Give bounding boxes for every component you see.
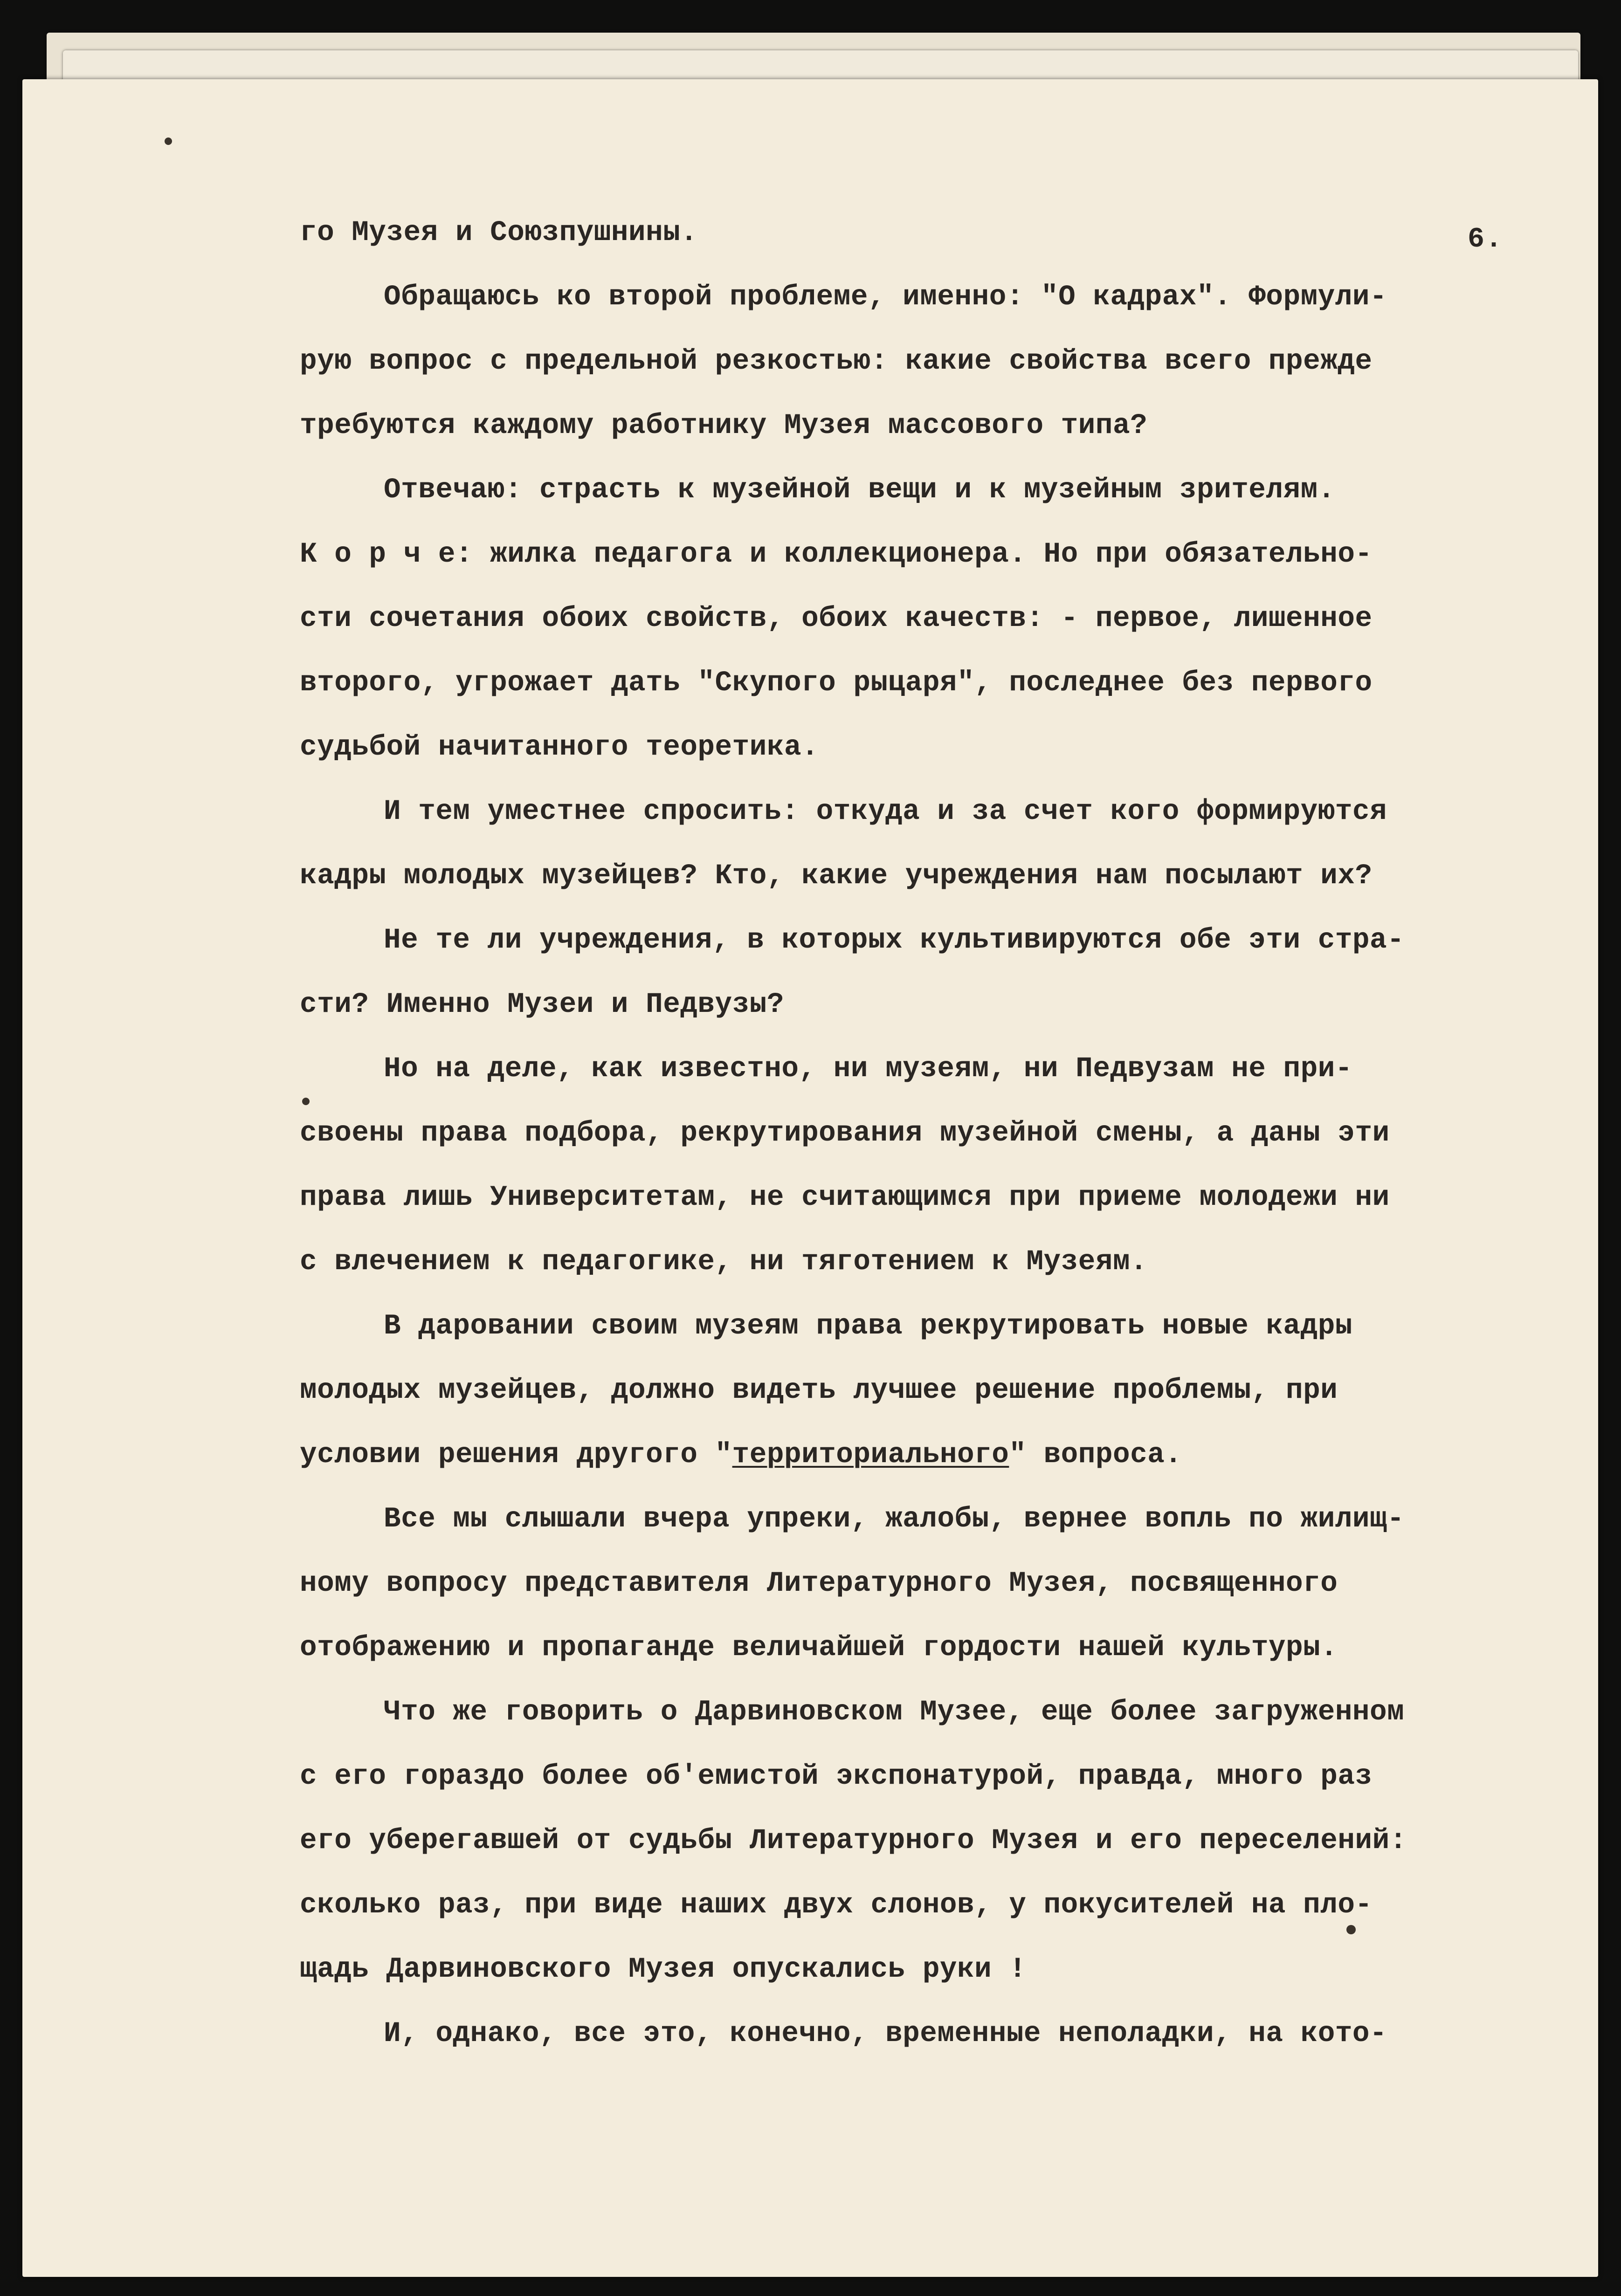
- text-line: ному вопросу представителя Литературного Музея, посвященного: [300, 1567, 1338, 1600]
- text-line: го Музея и Союзпушнины.: [300, 217, 698, 249]
- text-line: щадь Дарвиновского Музея опускались руки !: [300, 1953, 1027, 1986]
- ink-speck: [165, 137, 172, 145]
- text-line: Отвечаю: страсть к музейной вещи и к музейным зрителям.: [384, 474, 1335, 506]
- text-line: Обращаюсь ко второй проблеме, именно: "О кадрах". Формули-: [384, 281, 1387, 313]
- text-segment: условии решения другого ": [300, 1439, 732, 1471]
- text-line: сти? Именно Музеи и Педвузы?: [300, 989, 784, 1021]
- text-line: его уберегавшей от судьбы Литературного Музея и его переселений:: [300, 1825, 1407, 1857]
- ink-speck: [302, 1098, 310, 1105]
- text-line-territorial: [300, 1437, 1182, 1474]
- text-line: сколько раз, при виде наших двух слонов, у покусителей на пло-: [300, 1889, 1373, 1921]
- underlined-word: территориального: [732, 1439, 1009, 1471]
- text-segment: " вопроса.: [1009, 1439, 1182, 1471]
- text-line: Что же говорить о Дарвиновском Музее, еще более загруженном: [384, 1696, 1405, 1728]
- text-line: И тем уместнее спросить: откуда и за счет кого формируются: [384, 796, 1387, 828]
- text-line: отображению и пропаганде величайшей гордости нашей культуры.: [300, 1632, 1338, 1664]
- text-line: судьбой начитанного теоретика.: [300, 731, 819, 763]
- typewritten-page: [22, 79, 1598, 2277]
- text-line: И, однако, все это, конечно, временные неполадки, на кото-: [384, 2018, 1387, 2050]
- text-line: сти сочетания обоих свойств, обоих качеств: - первое, лишенное: [300, 603, 1373, 635]
- text-line: кадры молодых музейцев? Кто, какие учреждения нам посылают их?: [300, 860, 1373, 892]
- ink-speck: [1346, 1925, 1356, 1934]
- text-line: требуются каждому работнику Музея массового типа?: [300, 410, 1148, 442]
- text-line: молодых музейцев, должно видеть лучшее решение проблемы, при: [300, 1375, 1338, 1407]
- text-line: Но на деле, как известно, ни музеям, ни Педвузам не при-: [384, 1053, 1352, 1085]
- text-line: с его гораздо более об'емистой экспонатурой, правда, много раз: [300, 1760, 1373, 1793]
- text-line: Все мы слышали вчера упреки, жалобы, вернее вопль по жилищ-: [384, 1503, 1405, 1535]
- text-line: рую вопрос с предельной резкостью: какие свойства всего прежде: [300, 345, 1373, 378]
- text-line: с влечением к педагогике, ни тяготением к Музеям.: [300, 1246, 1148, 1278]
- text-line: В даровании своим музеям права рекрутировать новые кадры: [384, 1310, 1352, 1342]
- text-line: права лишь Университетам, не считающимся при приеме молодежи ни: [300, 1182, 1390, 1214]
- page-number: 6.: [1468, 224, 1504, 255]
- text-line: своены права подбора, рекрутирования музейной смены, а даны эти: [300, 1117, 1390, 1149]
- text-line: Не те ли учреждения, в которых культивируются обе эти стра-: [384, 924, 1405, 956]
- text-line: К о р ч е: жилка педагога и коллекционера. Но при обязательно-: [300, 538, 1373, 571]
- text-line: второго, угрожает дать "Скупого рыцаря", последнее без первого: [300, 667, 1373, 699]
